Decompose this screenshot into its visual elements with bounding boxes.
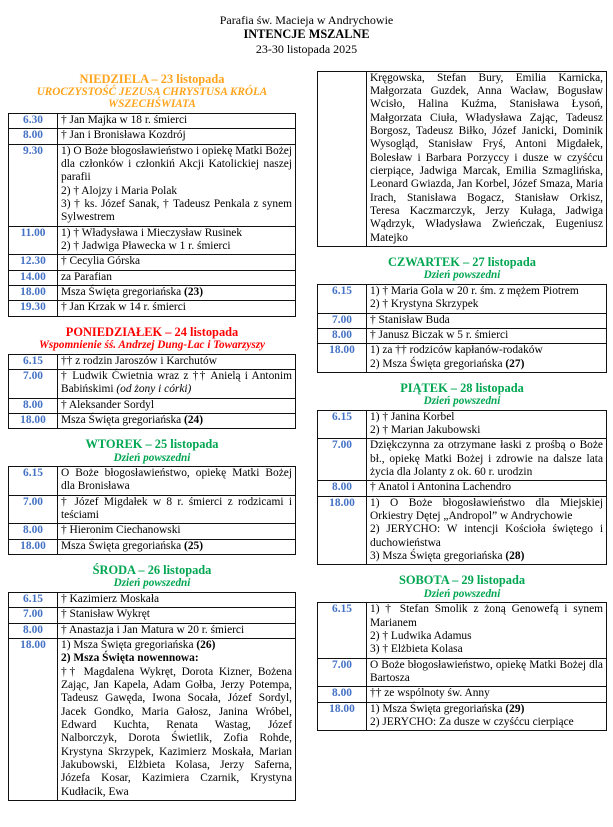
mass-time: 8.00 bbox=[9, 129, 58, 144]
intention-text: 2) JERYCHO: W intencji Kościoła świętego i duchowieństwa bbox=[370, 523, 603, 549]
mass-table-body bbox=[318, 410, 607, 565]
mass-row bbox=[318, 71, 607, 246]
intention-cell bbox=[58, 398, 296, 413]
mass-time: 6.15 bbox=[318, 603, 367, 658]
intention-line bbox=[370, 298, 603, 311]
intention-line bbox=[61, 255, 292, 268]
intention-text: † Jan Majka w 18 r. śmierci bbox=[61, 113, 188, 126]
intention-text: † Kazimierz Moskała bbox=[61, 592, 160, 605]
intention-line bbox=[370, 344, 603, 357]
mass-time: 7.00 bbox=[318, 658, 367, 687]
intention-line bbox=[61, 355, 292, 368]
intention-cell bbox=[58, 638, 296, 800]
intention-text: 1) O Boże błogosławieństwo i opiekę Matki Bożej dla członków i członkiń Akcji Katolickiej naszej parafii bbox=[61, 144, 292, 184]
mass-time: 6.15 bbox=[318, 410, 367, 439]
mass-time: 8.00 bbox=[318, 328, 367, 343]
intention-text: (24) bbox=[184, 413, 204, 426]
intention-line bbox=[61, 666, 292, 799]
intention-line bbox=[61, 496, 292, 523]
mass-time: 18.00 bbox=[9, 539, 58, 554]
schedule-columns bbox=[0, 69, 613, 802]
intention-text: † Jan Krzak w 14 r. śmierci bbox=[61, 301, 186, 314]
intention-text: 3) † ks. Józef Sanak, † Tadeusz Penkala z synem Sylwestrem bbox=[61, 197, 292, 224]
mass-row bbox=[318, 410, 607, 439]
intention-text: 1) za †† rodziców kapłanów-rodaków bbox=[370, 344, 543, 357]
intention-line bbox=[370, 550, 603, 563]
mass-row bbox=[9, 286, 296, 301]
mass-row bbox=[318, 439, 607, 481]
intention-line bbox=[370, 703, 603, 716]
intention-text: † Aleksander Sordyl bbox=[61, 398, 155, 411]
intention-cell bbox=[367, 439, 607, 481]
mass-table-body bbox=[9, 113, 296, 316]
intention-line bbox=[370, 716, 603, 729]
mass-table-body bbox=[318, 603, 607, 731]
mass-row bbox=[318, 481, 607, 496]
intention-cell bbox=[58, 113, 296, 128]
mass-intentions-table bbox=[8, 354, 296, 430]
intention-cell bbox=[58, 608, 296, 623]
mass-time: 7.00 bbox=[9, 495, 58, 524]
intention-text: 2) † Alojzy i Maria Polak bbox=[61, 184, 178, 197]
intention-text: 3) Msza Święta gregoriańska bbox=[370, 550, 506, 563]
mass-row bbox=[318, 284, 607, 313]
mass-row bbox=[318, 496, 607, 565]
intention-text: † Stanisław Buda bbox=[370, 313, 450, 326]
intention-text: † Józef Migdałek w 8 r. śmierci z rodzicami i teściami bbox=[61, 495, 292, 522]
mass-time: 6.15 bbox=[9, 467, 58, 496]
intention-line bbox=[61, 540, 292, 553]
intention-cell bbox=[58, 495, 296, 524]
mass-row bbox=[9, 623, 296, 638]
mass-time: 18.00 bbox=[318, 496, 367, 565]
mass-time: 18.00 bbox=[318, 702, 367, 731]
day-subtitle: UROCZYSTOŚĆ JEZUSA CHRYSTUSA KRÓLA WSZECHŚWIATA bbox=[36, 85, 268, 111]
intention-text: †† z rodzin Jaroszów i Karchutów bbox=[61, 354, 217, 367]
intention-text: 2) Msza Święta gregoriańska bbox=[370, 357, 506, 370]
mass-time: 12.30 bbox=[9, 255, 58, 270]
intention-line bbox=[370, 659, 603, 686]
mass-time: 18.00 bbox=[9, 638, 58, 800]
mass-time: 6.15 bbox=[9, 592, 58, 607]
intention-cell bbox=[58, 144, 296, 226]
mass-intentions-table bbox=[8, 592, 296, 801]
intention-line bbox=[370, 329, 603, 342]
mass-row bbox=[9, 144, 296, 226]
mass-row bbox=[9, 592, 296, 607]
mass-intentions-table bbox=[8, 466, 296, 555]
mass-time: 7.00 bbox=[9, 369, 58, 398]
intention-text: 1) † Maria Gola w 20 r. śm. z mężem Piotrem bbox=[370, 284, 579, 297]
day-title: PONIEDZIAŁEK – 24 listopada bbox=[65, 324, 239, 339]
mass-time: 8.00 bbox=[9, 524, 58, 539]
intention-text: 2) † Marian Jakubowski bbox=[370, 424, 481, 437]
intention-line bbox=[61, 240, 292, 253]
intention-line bbox=[370, 687, 603, 700]
mass-time: 6.15 bbox=[318, 284, 367, 313]
intention-text: (28) bbox=[505, 550, 525, 563]
intention-text: 3) † Elżbieta Kolasa bbox=[370, 643, 463, 656]
intention-text: (od żony i córki) bbox=[116, 383, 192, 396]
intention-cell bbox=[58, 301, 296, 316]
intention-line bbox=[61, 399, 292, 412]
intention-text: 2) † Ludwika Adamus bbox=[370, 629, 472, 642]
mass-intentions-table bbox=[317, 71, 607, 247]
intention-line bbox=[61, 114, 292, 127]
intention-line bbox=[61, 608, 292, 621]
day-title: CZWARTEK – 27 listopada bbox=[388, 255, 536, 269]
mass-time: 8.00 bbox=[9, 623, 58, 638]
mass-time: 7.00 bbox=[9, 608, 58, 623]
parish-name: Parafia św. Macieja w Andrychowie bbox=[219, 13, 394, 27]
intention-text: 2) † Jadwiga Pławecka w 1 r. śmierci bbox=[61, 239, 231, 252]
mass-time: 9.30 bbox=[9, 144, 58, 226]
intention-cell bbox=[58, 623, 296, 638]
intention-text: † Anastazja i Jan Matura w 20 r. śmierci bbox=[61, 623, 245, 636]
day-subtitle: Dzień powszedni bbox=[423, 269, 501, 282]
mass-intentions-table bbox=[317, 602, 607, 731]
column-left bbox=[8, 69, 296, 802]
intention-text: Msza Święta gregoriańska bbox=[61, 286, 185, 299]
day-subtitle: Dzień powszedni bbox=[113, 451, 191, 464]
intention-text: (27) bbox=[505, 357, 525, 370]
intention-cell bbox=[58, 129, 296, 144]
mass-row bbox=[318, 344, 607, 373]
intention-text: †† ze wspólnoty św. Anny bbox=[370, 687, 490, 700]
mass-row bbox=[9, 270, 296, 285]
intention-cell bbox=[58, 539, 296, 554]
intention-line bbox=[61, 524, 292, 537]
mass-table-body bbox=[9, 467, 296, 555]
mass-row bbox=[9, 413, 296, 428]
mass-time: 19.30 bbox=[9, 301, 58, 316]
intention-cell bbox=[367, 328, 607, 343]
mass-row bbox=[9, 638, 296, 800]
mass-row bbox=[9, 301, 296, 316]
intention-line bbox=[61, 129, 292, 142]
mass-row bbox=[318, 687, 607, 702]
mass-table-body bbox=[9, 354, 296, 429]
intention-text: (25) bbox=[184, 539, 204, 552]
intention-line bbox=[370, 481, 603, 494]
mass-time: 6.30 bbox=[9, 113, 58, 128]
intention-text: †† Magdalena Wykręt, Dorota Kizner, Bożena Zając, Jan Kapela, Adam Gołba, Jerzy Potempa, Tadeusz Gawęda, Iwona Socała, Józef Sordyl, Jacek Gondko, Maria Gałosz, Janina Wróbel, Edward Kuchta, Renata Wastag, Józef Nalborczyk, Dorota Świetlik, Zofia Rohde, Krystyna Skrzypek, Kazimierz Moskała, Marian Jakubowski, Elżbieta Kolasa, Jerzy Saferna, Józefa Kosar, Kazimiera Czarnik, Krystyna Kudłacik, Ewa bbox=[61, 665, 292, 798]
intention-text: Dziękczynna za otrzymane łaski z prośbą o Boże bł., opiekę Matki Bożej i zdrowie na dalsze lata życia dla Jolanty z ok. 60 r. urodzin bbox=[370, 439, 603, 479]
mass-row bbox=[9, 467, 296, 496]
intention-cell bbox=[367, 658, 607, 687]
intention-cell bbox=[58, 286, 296, 301]
intention-line bbox=[370, 630, 603, 643]
intention-cell bbox=[367, 284, 607, 313]
mass-time bbox=[318, 71, 367, 246]
intention-line bbox=[61, 271, 292, 284]
intention-line bbox=[61, 414, 292, 427]
mass-row bbox=[9, 369, 296, 398]
intention-line bbox=[370, 285, 603, 298]
intention-text: O Boże błogosławieństwo, opiekę Matki Bożej dla Bronisława bbox=[61, 467, 292, 493]
intention-line bbox=[61, 227, 292, 240]
intention-line bbox=[370, 411, 603, 424]
mass-row bbox=[318, 658, 607, 687]
mass-row bbox=[9, 354, 296, 369]
mass-row bbox=[9, 255, 296, 270]
mass-time: 7.00 bbox=[318, 439, 367, 481]
page-title: INTENCJE MSZALNE bbox=[243, 27, 370, 42]
mass-time: 8.00 bbox=[318, 687, 367, 702]
intention-line bbox=[61, 639, 292, 652]
intention-text: 2) † Krystyna Skrzypek bbox=[370, 298, 479, 311]
mass-row bbox=[9, 608, 296, 623]
mass-row bbox=[9, 226, 296, 255]
intention-text: † Anatol i Antonina Lachendro bbox=[370, 481, 512, 494]
mass-intentions-table bbox=[8, 113, 296, 317]
intention-line bbox=[370, 358, 603, 371]
intention-line bbox=[61, 467, 292, 494]
intention-text: † Stanisław Wykręt bbox=[61, 608, 150, 621]
page-header bbox=[0, 0, 613, 57]
column-right bbox=[317, 69, 607, 732]
mass-row bbox=[318, 328, 607, 343]
mass-time: 18.00 bbox=[9, 413, 58, 428]
intention-line bbox=[370, 72, 603, 245]
intention-text: 1) † Stefan Smolik z żoną Genowefą i synem Marianem bbox=[370, 603, 603, 629]
intention-line bbox=[370, 424, 603, 437]
day-subtitle: Wspomnienie śś. Andrzej Dung-Lac i Towarzyszy bbox=[38, 338, 266, 351]
intention-cell bbox=[58, 592, 296, 607]
intention-cell bbox=[367, 344, 607, 373]
intention-cell bbox=[58, 467, 296, 496]
intention-text: 1) † Władysława i Mieczysław Rusinek bbox=[61, 226, 243, 239]
intention-text: † Ludwik Ćwietnia wraz z †† Anielą i Antonim Babińskimi bbox=[61, 369, 292, 396]
intention-text: † Janusz Biczak w 5 r. śmierci bbox=[370, 328, 509, 341]
mass-time: 8.00 bbox=[318, 481, 367, 496]
intention-text: (26) bbox=[196, 638, 216, 651]
day-subtitle: Dzień powszedni bbox=[423, 587, 501, 600]
intention-text: (29) bbox=[505, 702, 525, 715]
intention-line bbox=[61, 286, 292, 299]
mass-time: 18.00 bbox=[9, 286, 58, 301]
intention-text: Msza Święta gregoriańska bbox=[61, 413, 185, 426]
intention-text: (23) bbox=[184, 286, 204, 299]
mass-time: 11.00 bbox=[9, 226, 58, 255]
intention-cell bbox=[58, 270, 296, 285]
intention-line bbox=[370, 523, 603, 550]
mass-time: 14.00 bbox=[9, 270, 58, 285]
intention-text: Msza Święta gregoriańska bbox=[61, 539, 185, 552]
mass-row bbox=[9, 495, 296, 524]
day-title: SOBOTA – 29 listopada bbox=[398, 573, 526, 588]
mass-intentions-table bbox=[317, 284, 607, 373]
intention-line bbox=[370, 439, 603, 479]
intention-cell bbox=[58, 413, 296, 428]
intention-line bbox=[370, 314, 603, 327]
mass-time: 7.00 bbox=[318, 313, 367, 328]
intention-cell bbox=[58, 226, 296, 255]
mass-time: 8.00 bbox=[9, 398, 58, 413]
day-title: WTOREK – 25 listopada bbox=[85, 437, 219, 452]
mass-time: 6.15 bbox=[9, 354, 58, 369]
intention-text: Kręgowska, Stefan Bury, Emilia Karnicka, Małgorzata Guzdek, Anna Wacław, Bogusław Wcisło, Halina Kuźma, Stanisława Łysoń, Małgorzata Ciuła, Władysława Zając, Tadeusz Borgosz, Tadeusz Biłko, Józef Janicki, Dominik Wysogląd, Stanisław Fryś, Antoni Migdałek, Bolesław i Barbara Porzyccy i dusze w czyśćcu cierpiące, Jadwiga Marcak, Emilia Szmaglińska, Leonard Gwiazda, Jan Korbel, Józef Smaza, Maria Irach, Stanisława Bogacz, Stanisław Orkisz, Teresa Kaczmarczyk, Jerzy Kułaga, Jadwiga Wądrzyk, Władysława Zwieńczak, Eugeniusz Matejko bbox=[370, 71, 603, 244]
intention-line bbox=[61, 185, 292, 198]
mass-table-body bbox=[318, 71, 607, 246]
mass-table-body bbox=[318, 284, 607, 372]
intention-cell bbox=[367, 313, 607, 328]
day-title: NIEDZIELA – 23 listopada bbox=[79, 71, 225, 86]
intention-cell bbox=[367, 481, 607, 496]
intention-line bbox=[370, 497, 603, 524]
intention-text: 2) JERYCHO: Za dusze w czyśćcu cierpiące bbox=[370, 716, 574, 729]
intention-line bbox=[370, 643, 603, 656]
intention-line bbox=[61, 301, 292, 314]
intention-line bbox=[61, 198, 292, 225]
intention-cell bbox=[367, 603, 607, 658]
intention-text: O Boże błogosławieństwo, opiekę Matki Bożej dla Bartosza bbox=[370, 658, 603, 684]
intention-cell bbox=[58, 354, 296, 369]
mass-row bbox=[318, 313, 607, 328]
mass-row bbox=[9, 398, 296, 413]
intention-line bbox=[61, 624, 292, 637]
intention-cell bbox=[58, 369, 296, 398]
mass-row bbox=[9, 129, 296, 144]
intention-text: † Hieronim Ciechanowski bbox=[61, 524, 181, 537]
mass-row bbox=[9, 113, 296, 128]
intention-text: 1) † Janina Korbel bbox=[370, 410, 455, 423]
date-range: 23-30 listopada 2025 bbox=[255, 42, 358, 57]
intention-text: † Cecylia Górska bbox=[61, 255, 141, 268]
mass-row bbox=[9, 539, 296, 554]
intention-text: 2) Msza Święta nowennowa: bbox=[61, 652, 199, 665]
intention-text: 1) Msza Święta gregoriańska bbox=[370, 702, 506, 715]
intention-text: † Jan i Bronisława Kozdrój bbox=[61, 129, 186, 142]
intention-cell bbox=[367, 702, 607, 731]
day-subtitle: Dzień powszedni bbox=[113, 577, 191, 590]
mass-row bbox=[9, 524, 296, 539]
day-title: PIĄTEK – 28 listopada bbox=[400, 380, 524, 395]
intention-line bbox=[61, 652, 292, 665]
mass-row bbox=[318, 603, 607, 658]
intention-line bbox=[370, 603, 603, 630]
day-subtitle: Dzień powszedni bbox=[423, 395, 501, 408]
mass-table-body bbox=[9, 592, 296, 800]
mass-row bbox=[318, 702, 607, 731]
day-title: ŚRODA – 26 listopada bbox=[92, 563, 212, 578]
mass-intentions-table bbox=[317, 410, 607, 566]
intention-cell bbox=[367, 687, 607, 702]
intention-cell bbox=[58, 524, 296, 539]
intention-cell bbox=[367, 496, 607, 565]
intention-cell bbox=[367, 71, 607, 246]
intention-cell bbox=[367, 410, 607, 439]
intention-text: za Parafian bbox=[61, 270, 112, 283]
intention-line bbox=[61, 593, 292, 606]
intention-cell bbox=[58, 255, 296, 270]
mass-time: 18.00 bbox=[318, 344, 367, 373]
intention-line bbox=[61, 370, 292, 397]
intention-text: 1) O Boże błogosławieństwo dla Miejskiej Orkiestry Dętej „Andropol” w Andrychowie bbox=[370, 496, 603, 523]
intention-line bbox=[61, 145, 292, 185]
intention-text: 1) Msza Święta gregoriańska bbox=[61, 638, 197, 651]
